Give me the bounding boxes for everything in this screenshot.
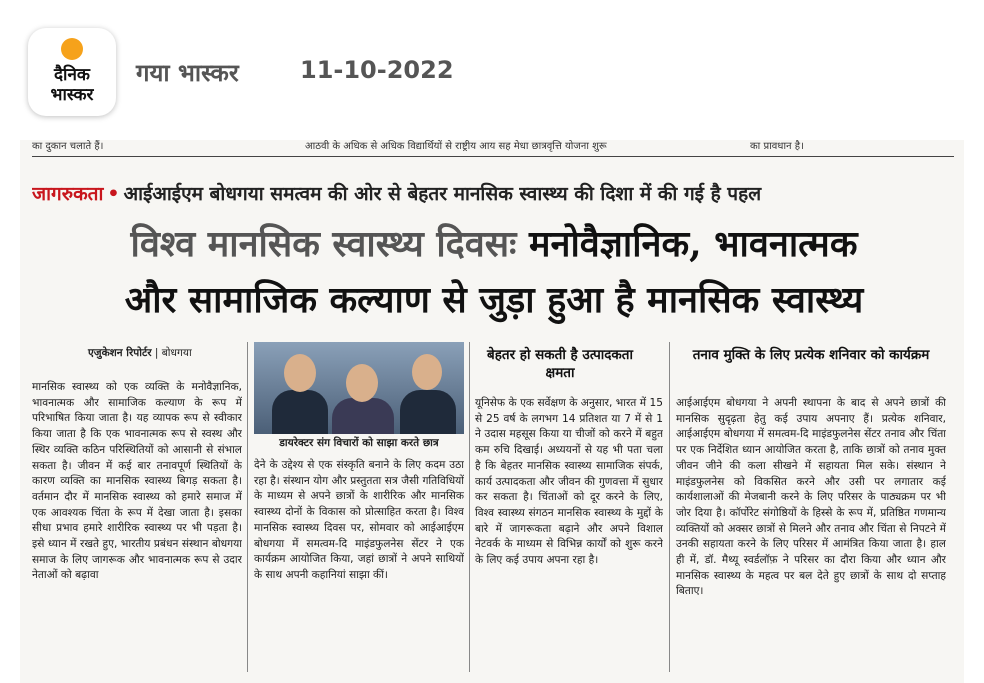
newspaper-clipping[interactable] [20,140,964,683]
article-column-3: यूनिसेफ के एक सर्वेक्षण के अनुसार, भारत में 15 से 25 वर्ष के लगभग 14 प्रतिशत या 7 में से 1 ने उदास महसूस किया या चीजों को करने में बहुत कम रुचि दिखाई। अध्ययनों से यह भी पता चला है कि बेहतर मानसिक स्वास्थ्य सामाजिक संपर्क, कार्य उत्पादकता और जीवन की गुणवत्ता में सुधार कर सकता है। चिंताओं को दूर करने के लिए, विश्व स्वास्थ्य संगठन मानसिक स्वास्थ्य के मुद्दों के बारे में जागरूकता बढ़ाने और अपने विशाल नेटवर्क के माध्यम से विभिन्न कार्यों को शुरू करने के लिए कई उपाय अपना रहा है। [475,397,663,567]
app-header [0,0,984,140]
kicker-text: आईआईएम बोधगया समत्वम की ओर से बेहतर मानसिक स्वास्थ्य की दिशा में की गई है पहल [123,183,762,205]
top-divider [32,156,954,157]
kicker-bullet: • [107,183,120,205]
byline: एजुकेशन रिपोर्टर | बोधगया [88,347,192,359]
photo-person-body [272,390,328,434]
edition-title: गया भास्कर [136,59,239,87]
photo-caption: डायरेक्टर संग विचारों को साझा करते छात्र [279,437,439,449]
column-divider [469,342,470,672]
headline-line2: और सामाजिक कल्याण से जुड़ा हुआ है मानसिक स्वास्थ्य [124,279,864,321]
photo-person-body [332,398,394,434]
kicker-tag: जागरुकता [32,183,104,205]
top-cut-text-middle: आठवी के अधिक से अधिक विद्यार्थियों से राष्ट्रीय आय सह मेधा छात्रवृत्ति योजना शुरू [305,141,607,152]
photo-person-body [400,390,456,434]
headline-part1: विश्व मानसिक स्वास्थ्य दिवसः [130,223,517,265]
column-divider [247,342,248,672]
column-3-subhead: बेहतर हो सकती है उत्पादकता क्षमता [487,347,633,381]
photo-person-face [412,354,442,390]
edition-date: 11-10-2022 [300,56,454,84]
byline-place: बोधगया [161,347,192,359]
top-cut-text-left: का दुकान चलाते हैं। [32,141,104,152]
article-photo[interactable] [254,342,464,434]
article-column-1: मानसिक स्वास्थ्य को एक व्यक्ति के मनोवैज्ञानिक, भावनात्मक और सामाजिक कल्याण के रूप में परिभाषित किया जाता है। यह व्यापक रूप से स्वीकार किया जाता है कि एक भावनात्मक रूप से स्वस्थ और स्थिर व्यक्ति कठिन परिस्थितियों को आसानी से संभाल सकता है। जीवन में कई बार तनावपूर्ण स्थितियों के कारण व्यक्ति का मानसिक स्वास्थ्य बिगड़ सकता है। वर्तमान दौर में मानसिक स्वास्थ्य को हमारे समाज में एक आवश्यक चिंता के रूप में देखा जाता है। इसका सीधा प्रभाव हमारे शारीरिक स्वास्थ्य पर भी पड़ता है। इसे ध्यान में रखते हुए, भारतीय प्रबंधन संस्थान बोधगया समाज के लिए जागरूक और भावनात्मक रूप से उदार नेताओं को बढ़ावा [32,381,242,582]
article-column-2: देने के उद्देश्य से एक संस्कृति बनाने के लिए कदम उठा रहा है। संस्थान योग और प्रस्तुतता सत्र जैसी गतिविधियों के माध्यम से अपने छात्रों के शारीरिक और मानसिक स्वास्थ्य दोनों के विकास को प्रोत्साहित करता है। विश्व मानसिक स्वास्थ्य दिवस पर, सोमवार को आईआईएम बोधगया में समत्वम-दि माइंडफुलनेस सेंटर ने एक कार्यक्रम आयोजित किया, जहां छात्रों ने अपने साथियों के साथ अपनी कहानियां साझा कीं। [254,459,464,581]
headline-line1 [32,220,956,268]
sun-logo-icon [61,38,83,60]
article-column-4: आईआईएम बोधगया ने अपनी स्थापना के बाद से अपने छात्रों की मानसिक सुदृढ़ता हेतु कई उपाय अपनाए हैं। प्रत्येक शनिवार, आईआईएम बोधगया में समत्वम-दि माइंडफुलनेस सेंटर तनाव और चिंता पर एक निर्देशित ध्यान आयोजित करता है, ताकि छात्रों को तनाव मुक्त जीवन जीने की कला सीखने में सहायता मिल सके। संस्थान ने माइंडफुलनेस को विकसित करने और उसी पर लगातार कई कार्यशालाओं की मेजबानी करने के लिए परिसर के पाठ्यक्रम पर भी जोर दिया है। कॉर्पोरेट संगोष्ठियों के हिस्से के रूप में, प्रतिष्ठित गणमान्य व्यक्तियों को अक्सर छात्रों से मिलने और तनाव और चिंता से निपटने में उनकी सहायता करने के लिए परिसर में आमंत्रित किया जाता है। हाल ही में, डॉ. मैथ्यू स्वर्डलॉफ़ ने परिसर का दौरा किया और ध्यान और मानसिक स्वास्थ्य के महत्व पर बल देते हुए छात्रों के साथ दो सप्ताह बिताए। [676,397,946,598]
photo-person-face [346,364,378,402]
kicker-line [32,180,952,208]
photo-person-face [284,354,316,392]
column-4-subhead: तनाव मुक्ति के लिए प्रत्येक शनिवार को कार्यक्रम [692,347,930,363]
column-divider [669,342,670,672]
logo-text-line2: भास्कर [50,85,94,105]
headline-part2: मनोवैज्ञानिक, भावनात्मक [528,223,858,265]
dainik-bhaskar-logo[interactable] [28,28,116,116]
logo-text-line1: दैनिक [54,65,90,85]
byline-reporter: एजुकेशन रिपोर्टर [88,347,152,359]
top-cut-text-right: का प्रावधान है। [750,141,804,152]
